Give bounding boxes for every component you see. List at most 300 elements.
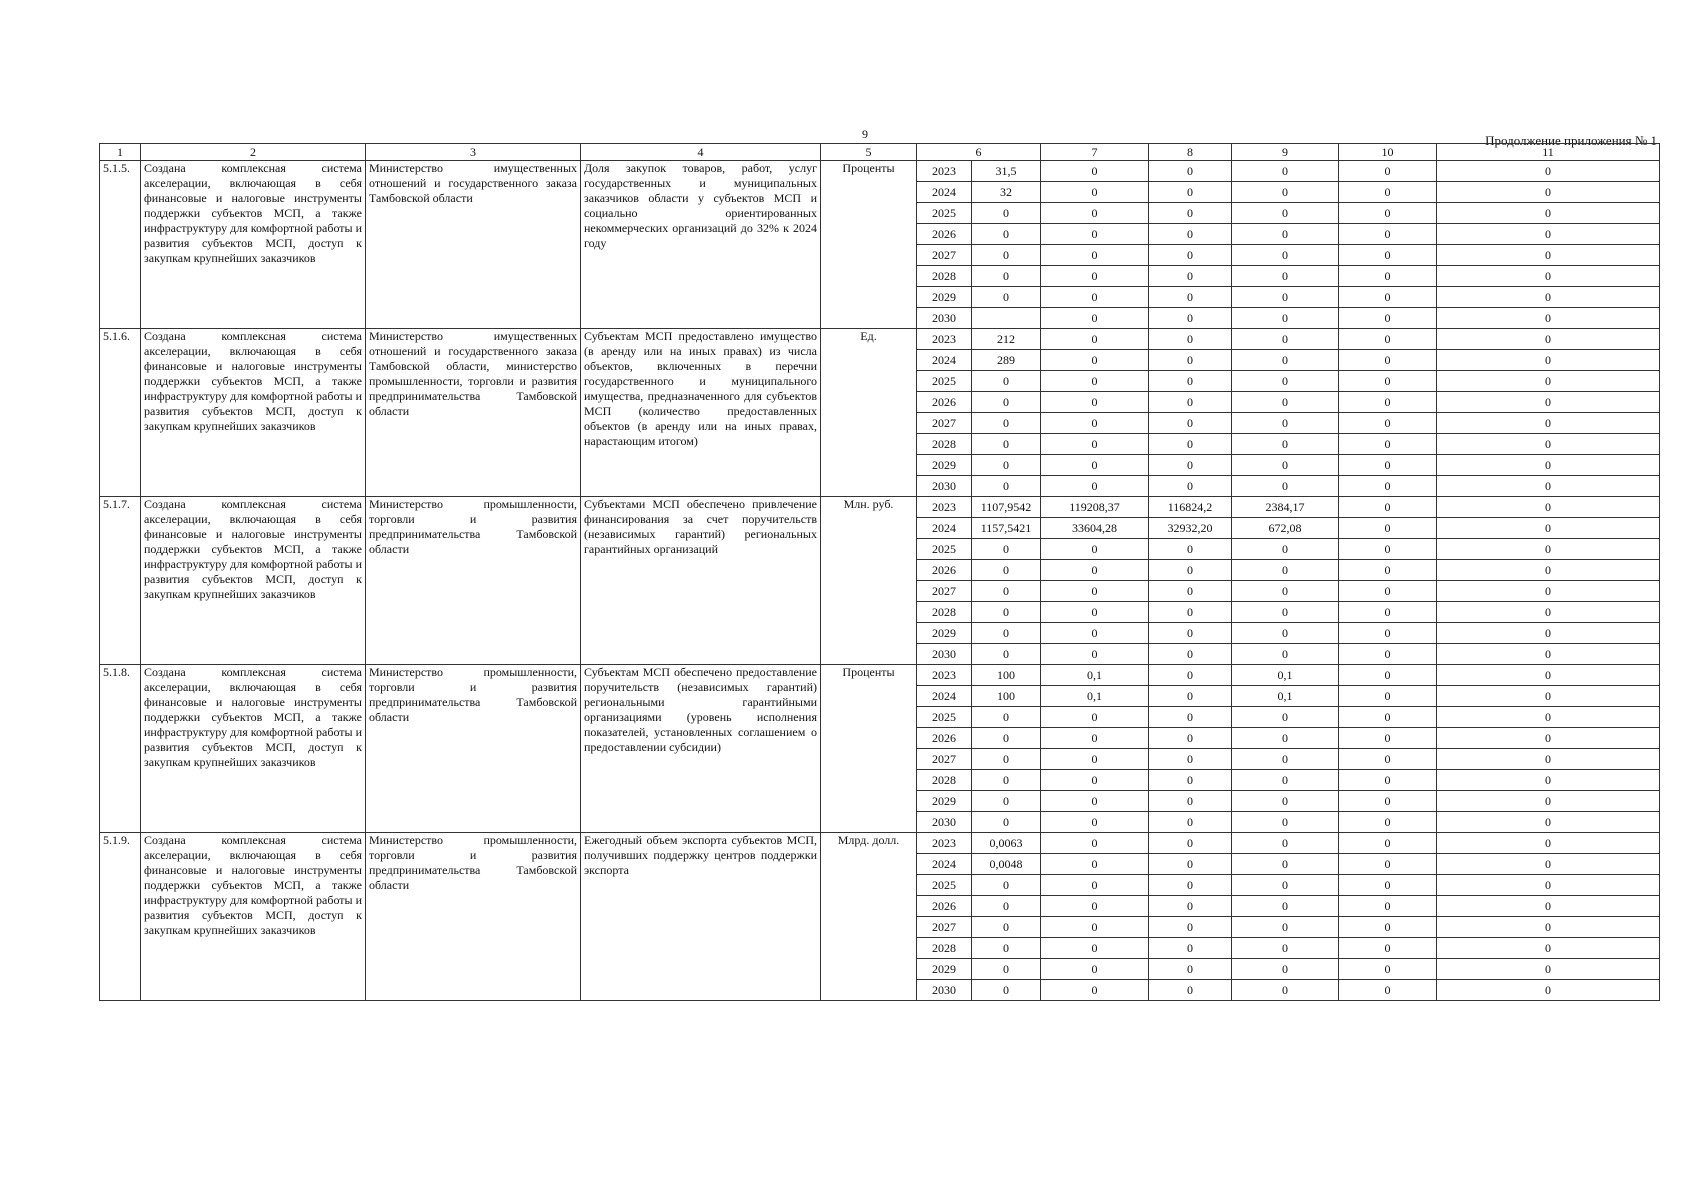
year-cell: 2026 [917, 896, 972, 917]
year-cell: 2023 [917, 833, 972, 854]
year-cell: 2027 [917, 245, 972, 266]
value-cell: 0 [972, 224, 1041, 245]
value-cell: 0 [1339, 329, 1437, 350]
value-cell: 0 [1232, 623, 1339, 644]
value-cell: 0 [972, 455, 1041, 476]
value-cell: 0 [1437, 560, 1660, 581]
value-cell: 0 [1437, 329, 1660, 350]
year-cell: 2029 [917, 455, 972, 476]
year-cell: 2024 [917, 854, 972, 875]
value-cell: 0 [1339, 350, 1437, 371]
value-cell: 0 [1041, 959, 1149, 980]
responsible-party: Министерство имущественных отношений и государственного заказа Тамбовской области [366, 161, 581, 329]
year-cell: 2028 [917, 938, 972, 959]
header-cell: 3 [366, 144, 581, 161]
value-cell: 0 [1339, 161, 1437, 182]
value-cell: 0,0048 [972, 854, 1041, 875]
header-cell: 10 [1339, 144, 1437, 161]
value-cell: 0 [1041, 266, 1149, 287]
value-cell: 0 [1149, 980, 1232, 1001]
header-cell: 5 [821, 144, 917, 161]
value-cell: 0 [1437, 896, 1660, 917]
value-cell: 0 [1149, 623, 1232, 644]
value-cell: 0 [1232, 350, 1339, 371]
value-cell: 0 [1149, 245, 1232, 266]
value-cell: 0 [1437, 266, 1660, 287]
value-cell: 0 [972, 959, 1041, 980]
value-cell: 32 [972, 182, 1041, 203]
header-row [100, 144, 1660, 161]
year-cell: 2030 [917, 980, 972, 1001]
value-cell: 0 [1149, 854, 1232, 875]
value-cell: 0 [1149, 959, 1232, 980]
unit-of-measure: Проценты [821, 665, 917, 833]
value-cell: 0 [1437, 581, 1660, 602]
appendix-note: Продолжение приложения № 1 [1485, 133, 1657, 148]
value-cell: 0 [972, 875, 1041, 896]
value-cell: 0 [1041, 434, 1149, 455]
year-cell: 2025 [917, 371, 972, 392]
value-cell: 0 [1149, 686, 1232, 707]
value-cell: 0 [1232, 854, 1339, 875]
responsible-party: Министерство промышленности, торговли и развития предпринимательства Тамбовской области [366, 833, 581, 1001]
year-cell: 2024 [917, 350, 972, 371]
year-cell: 2024 [917, 686, 972, 707]
value-cell: 0 [1339, 308, 1437, 329]
value-cell: 0 [972, 287, 1041, 308]
value-cell: 116824,2 [1149, 497, 1232, 518]
value-cell: 0 [1339, 266, 1437, 287]
value-cell: 0 [972, 812, 1041, 833]
value-cell: 0 [1339, 728, 1437, 749]
value-cell: 0 [1437, 371, 1660, 392]
value-cell: 0 [972, 392, 1041, 413]
value-cell: 0 [1149, 287, 1232, 308]
year-cell: 2025 [917, 539, 972, 560]
value-cell: 0 [1041, 287, 1149, 308]
value-cell: 0 [1149, 539, 1232, 560]
value-cell: 0 [1437, 938, 1660, 959]
value-cell: 0 [1437, 203, 1660, 224]
value-cell: 0 [1041, 812, 1149, 833]
row-number: 5.1.6. [100, 329, 141, 497]
value-cell: 0 [1339, 560, 1437, 581]
table-body [100, 161, 1660, 1001]
responsible-party: Министерство промышленности, торговли и развития предпринимательства Тамбовской области [366, 497, 581, 665]
year-cell: 2030 [917, 476, 972, 497]
value-cell: 0 [972, 728, 1041, 749]
value-cell: 0 [1339, 644, 1437, 665]
value-cell: 0 [1149, 203, 1232, 224]
value-cell: 0 [1149, 329, 1232, 350]
value-cell: 0 [1339, 980, 1437, 1001]
value-cell: 0 [1437, 539, 1660, 560]
value-cell: 0 [1232, 161, 1339, 182]
value-cell: 0 [1437, 308, 1660, 329]
value-cell: 0 [1041, 833, 1149, 854]
value-cell: 0 [1232, 224, 1339, 245]
value-cell: 0 [1437, 980, 1660, 1001]
value-cell: 0 [1149, 749, 1232, 770]
value-cell: 0 [972, 245, 1041, 266]
value-cell: 0 [1232, 896, 1339, 917]
indicator-text: Ежегодный объем экспорта субъектов МСП, получивших поддержку центров поддержки экспорта [581, 833, 821, 1001]
value-cell: 0 [1437, 623, 1660, 644]
value-cell: 0 [1149, 602, 1232, 623]
value-cell: 0 [1339, 182, 1437, 203]
header-cell: 6 [917, 144, 1041, 161]
value-cell: 0 [1149, 266, 1232, 287]
value-cell: 0 [1232, 728, 1339, 749]
value-cell: 0 [1232, 812, 1339, 833]
value-cell: 0 [1149, 665, 1232, 686]
year-cell: 2030 [917, 812, 972, 833]
table-row [100, 497, 1660, 518]
value-cell: 119208,37 [1041, 497, 1149, 518]
indicators-table [99, 143, 1660, 1001]
year-cell: 2025 [917, 707, 972, 728]
value-cell: 0 [1232, 938, 1339, 959]
value-cell: 0 [1339, 392, 1437, 413]
value-cell: 0 [1437, 518, 1660, 539]
responsible-party: Министерство промышленности, торговли и развития предпринимательства Тамбовской области [366, 665, 581, 833]
value-cell: 0 [1232, 203, 1339, 224]
value-cell: 0 [972, 560, 1041, 581]
value-cell: 0 [1041, 602, 1149, 623]
value-cell: 0 [1041, 980, 1149, 1001]
value-cell: 0 [1437, 791, 1660, 812]
value-cell [972, 308, 1041, 329]
value-cell: 0 [1041, 749, 1149, 770]
value-cell: 0 [1339, 854, 1437, 875]
value-cell: 0 [972, 476, 1041, 497]
value-cell: 0 [1437, 959, 1660, 980]
value-cell: 0 [1041, 371, 1149, 392]
value-cell: 0 [1437, 728, 1660, 749]
value-cell: 0 [1339, 686, 1437, 707]
value-cell: 0 [1149, 896, 1232, 917]
table-row [100, 665, 1660, 686]
value-cell: 0 [1232, 413, 1339, 434]
value-cell: 0 [1041, 308, 1149, 329]
value-cell: 0 [1232, 329, 1339, 350]
value-cell: 0,1 [1041, 665, 1149, 686]
year-cell: 2029 [917, 623, 972, 644]
value-cell: 0 [1339, 791, 1437, 812]
value-cell: 0 [1437, 665, 1660, 686]
value-cell: 0 [1041, 581, 1149, 602]
value-cell: 0 [1149, 875, 1232, 896]
value-cell: 0 [1232, 392, 1339, 413]
value-cell: 0 [972, 623, 1041, 644]
value-cell: 0 [1339, 455, 1437, 476]
value-cell: 0 [1149, 224, 1232, 245]
value-cell: 0 [1149, 770, 1232, 791]
value-cell: 0 [1339, 938, 1437, 959]
responsible-party: Министерство имущественных отношений и государственного заказа Тамбовской области, министерство промышленности, торговли и развития предпринимательства Тамбовской области [366, 329, 581, 497]
value-cell: 0 [1232, 476, 1339, 497]
year-cell: 2026 [917, 224, 972, 245]
value-cell: 0 [1149, 182, 1232, 203]
value-cell: 0 [1437, 602, 1660, 623]
value-cell: 0 [1339, 812, 1437, 833]
value-cell: 0 [1232, 455, 1339, 476]
value-cell: 0 [1149, 917, 1232, 938]
value-cell: 0 [1149, 581, 1232, 602]
value-cell: 0 [1232, 308, 1339, 329]
value-cell: 0 [1041, 245, 1149, 266]
value-cell: 0 [1232, 833, 1339, 854]
value-cell: 0 [972, 980, 1041, 1001]
value-cell: 0 [1041, 329, 1149, 350]
value-cell: 0 [1339, 833, 1437, 854]
value-cell: 0 [972, 413, 1041, 434]
value-cell: 0 [1437, 833, 1660, 854]
row-number: 5.1.9. [100, 833, 141, 1001]
value-cell: 0 [972, 581, 1041, 602]
value-cell: 0 [1437, 875, 1660, 896]
value-cell: 0 [1339, 623, 1437, 644]
year-cell: 2029 [917, 287, 972, 308]
value-cell: 0 [972, 371, 1041, 392]
value-cell: 0 [972, 917, 1041, 938]
header-cell: 1 [100, 144, 141, 161]
header-cell: 11 [1437, 144, 1660, 161]
value-cell: 0 [972, 266, 1041, 287]
value-cell: 0 [1041, 224, 1149, 245]
year-cell: 2026 [917, 560, 972, 581]
value-cell: 0 [1232, 791, 1339, 812]
value-cell: 0 [1339, 203, 1437, 224]
year-cell: 2027 [917, 917, 972, 938]
result-name: Создана комплексная система акселерации, включающая в себя финансовые и налоговые инструменты поддержки субъектов МСП, а также инфраструктуру для комфортной работы и развития субъектов МСП, доступ к закупкам крупнейших заказчиков [141, 833, 366, 1001]
value-cell: 0 [1041, 875, 1149, 896]
value-cell: 0 [972, 539, 1041, 560]
value-cell: 0 [1339, 665, 1437, 686]
value-cell: 212 [972, 329, 1041, 350]
year-cell: 2028 [917, 266, 972, 287]
value-cell: 0 [972, 602, 1041, 623]
unit-of-measure: Проценты [821, 161, 917, 329]
value-cell: 0 [1149, 476, 1232, 497]
value-cell: 0 [1339, 539, 1437, 560]
page-number: 9 [862, 127, 868, 141]
value-cell: 0 [1232, 707, 1339, 728]
value-cell: 0 [1339, 959, 1437, 980]
header-cell: 2 [141, 144, 366, 161]
year-cell: 2028 [917, 770, 972, 791]
value-cell: 0 [1149, 308, 1232, 329]
value-cell: 0 [1232, 266, 1339, 287]
unit-of-measure: Млрд. долл. [821, 833, 917, 1001]
value-cell: 0,0063 [972, 833, 1041, 854]
header-cell: 7 [1041, 144, 1149, 161]
year-cell: 2026 [917, 728, 972, 749]
value-cell: 0,1 [1232, 686, 1339, 707]
value-cell: 0 [1149, 434, 1232, 455]
value-cell: 0 [1339, 707, 1437, 728]
value-cell: 0 [1232, 539, 1339, 560]
value-cell: 0 [1232, 875, 1339, 896]
result-name: Создана комплексная система акселерации, включающая в себя финансовые и налоговые инструменты поддержки субъектов МСП, а также инфраструктуру для комфортной работы и развития субъектов МСП, доступ к закупкам крупнейших заказчиков [141, 329, 366, 497]
value-cell: 0 [1437, 182, 1660, 203]
value-cell: 0 [1149, 812, 1232, 833]
value-cell: 0 [1232, 182, 1339, 203]
value-cell: 0 [1232, 434, 1339, 455]
value-cell: 0 [1437, 812, 1660, 833]
value-cell: 0 [1437, 686, 1660, 707]
table-row [100, 329, 1660, 350]
indicator-text: Доля закупок товаров, работ, услуг государственных и муниципальных заказчиков области у субъектов МСП и социально ориентированных некоммерческих организаций до 32% к 2024 году [581, 161, 821, 329]
value-cell: 0 [1149, 371, 1232, 392]
value-cell: 0 [1437, 854, 1660, 875]
row-number: 5.1.8. [100, 665, 141, 833]
year-cell: 2027 [917, 413, 972, 434]
value-cell: 0 [1149, 728, 1232, 749]
value-cell: 0 [972, 791, 1041, 812]
value-cell: 0 [1232, 749, 1339, 770]
indicator-text: Субъектам МСП предоставлено имущество (в аренду или на иных правах) из числа объектов, включенных в перечни государственного и муниципального имущества, предназначенного для субъектов МСП (количество предоставленных объектов (в аренду или на иных правах, нарастающим итогом) [581, 329, 821, 497]
value-cell: 0 [1437, 644, 1660, 665]
year-cell: 2023 [917, 497, 972, 518]
value-cell: 0 [1339, 413, 1437, 434]
value-cell: 0 [1232, 560, 1339, 581]
value-cell: 0 [1041, 938, 1149, 959]
value-cell: 0 [1041, 791, 1149, 812]
year-cell: 2023 [917, 665, 972, 686]
value-cell: 0 [972, 707, 1041, 728]
year-cell: 2023 [917, 161, 972, 182]
value-cell: 0 [1437, 707, 1660, 728]
value-cell: 0 [1041, 182, 1149, 203]
value-cell: 0 [1339, 896, 1437, 917]
value-cell: 0 [1149, 350, 1232, 371]
value-cell: 0 [972, 938, 1041, 959]
value-cell: 0 [1149, 413, 1232, 434]
year-cell: 2027 [917, 581, 972, 602]
value-cell: 0 [1437, 917, 1660, 938]
value-cell: 0 [1041, 203, 1149, 224]
value-cell: 0 [1339, 287, 1437, 308]
year-cell: 2024 [917, 182, 972, 203]
year-cell: 2026 [917, 392, 972, 413]
value-cell: 0 [1041, 644, 1149, 665]
value-cell: 0 [1041, 728, 1149, 749]
value-cell: 1107,9542 [972, 497, 1041, 518]
year-cell: 2030 [917, 308, 972, 329]
value-cell: 0 [1149, 791, 1232, 812]
value-cell: 0 [1232, 644, 1339, 665]
year-cell: 2025 [917, 203, 972, 224]
value-cell: 0 [1339, 371, 1437, 392]
value-cell: 0 [1339, 875, 1437, 896]
row-number: 5.1.7. [100, 497, 141, 665]
value-cell: 0 [1041, 707, 1149, 728]
header-cell: 9 [1232, 144, 1339, 161]
table-row [100, 161, 1660, 182]
value-cell: 0 [1041, 455, 1149, 476]
value-cell: 0 [1041, 161, 1149, 182]
header-cell: 8 [1149, 144, 1232, 161]
value-cell: 0 [1437, 161, 1660, 182]
header-cell: 4 [581, 144, 821, 161]
year-cell: 2023 [917, 329, 972, 350]
value-cell: 100 [972, 665, 1041, 686]
value-cell: 0 [1149, 161, 1232, 182]
value-cell: 0 [1339, 476, 1437, 497]
value-cell: 0 [1339, 581, 1437, 602]
value-cell: 0 [1339, 497, 1437, 518]
value-cell: 0 [1041, 854, 1149, 875]
value-cell: 0 [1437, 434, 1660, 455]
year-cell: 2030 [917, 644, 972, 665]
value-cell: 0 [1041, 476, 1149, 497]
value-cell: 0 [1339, 749, 1437, 770]
value-cell: 0 [1339, 245, 1437, 266]
value-cell: 0 [1437, 455, 1660, 476]
unit-of-measure: Ед. [821, 329, 917, 497]
year-cell: 2028 [917, 602, 972, 623]
value-cell: 0,1 [1232, 665, 1339, 686]
value-cell: 0 [1149, 707, 1232, 728]
year-cell: 2025 [917, 875, 972, 896]
value-cell: 0 [1232, 581, 1339, 602]
value-cell: 0 [1149, 644, 1232, 665]
value-cell: 0 [972, 203, 1041, 224]
value-cell: 0 [972, 770, 1041, 791]
result-name: Создана комплексная система акселерации, включающая в себя финансовые и налоговые инструменты поддержки субъектов МСП, а также инфраструктуру для комфортной работы и развития субъектов МСП, доступ к закупкам крупнейших заказчиков [141, 665, 366, 833]
table-row [100, 833, 1660, 854]
value-cell: 0 [1232, 245, 1339, 266]
value-cell: 0 [1232, 980, 1339, 1001]
indicator-text: Субъектами МСП обеспечено привлечение финансирования за счет поручительств (независимых гарантий) региональных гарантийных организаций [581, 497, 821, 665]
value-cell: 0,1 [1041, 686, 1149, 707]
year-cell: 2027 [917, 749, 972, 770]
value-cell: 0 [1041, 770, 1149, 791]
year-cell: 2024 [917, 518, 972, 539]
value-cell: 672,08 [1232, 518, 1339, 539]
value-cell: 0 [1041, 539, 1149, 560]
value-cell: 31,5 [972, 161, 1041, 182]
value-cell: 0 [1339, 224, 1437, 245]
value-cell: 0 [1041, 623, 1149, 644]
value-cell: 289 [972, 350, 1041, 371]
value-cell: 0 [1437, 497, 1660, 518]
year-cell: 2029 [917, 959, 972, 980]
year-cell: 2029 [917, 791, 972, 812]
value-cell: 0 [1437, 392, 1660, 413]
value-cell: 0 [1041, 413, 1149, 434]
value-cell: 0 [1041, 917, 1149, 938]
indicator-text: Субъектам МСП обеспечено предоставление поручительств (независимых гарантий) региональными гарантийными организациями (уровень исполнения показателей, установленных соглашением о предоставлении субсидии) [581, 665, 821, 833]
value-cell: 0 [1232, 917, 1339, 938]
value-cell: 0 [972, 896, 1041, 917]
value-cell: 0 [1339, 770, 1437, 791]
value-cell: 0 [1041, 350, 1149, 371]
value-cell: 0 [1437, 350, 1660, 371]
value-cell: 0 [1232, 770, 1339, 791]
value-cell: 100 [972, 686, 1041, 707]
value-cell: 0 [1149, 560, 1232, 581]
value-cell: 0 [1437, 245, 1660, 266]
value-cell: 33604,28 [1041, 518, 1149, 539]
value-cell: 0 [1041, 896, 1149, 917]
value-cell: 32932,20 [1149, 518, 1232, 539]
value-cell: 0 [1437, 770, 1660, 791]
value-cell: 0 [1339, 602, 1437, 623]
value-cell: 2384,17 [1232, 497, 1339, 518]
value-cell: 0 [1437, 287, 1660, 308]
